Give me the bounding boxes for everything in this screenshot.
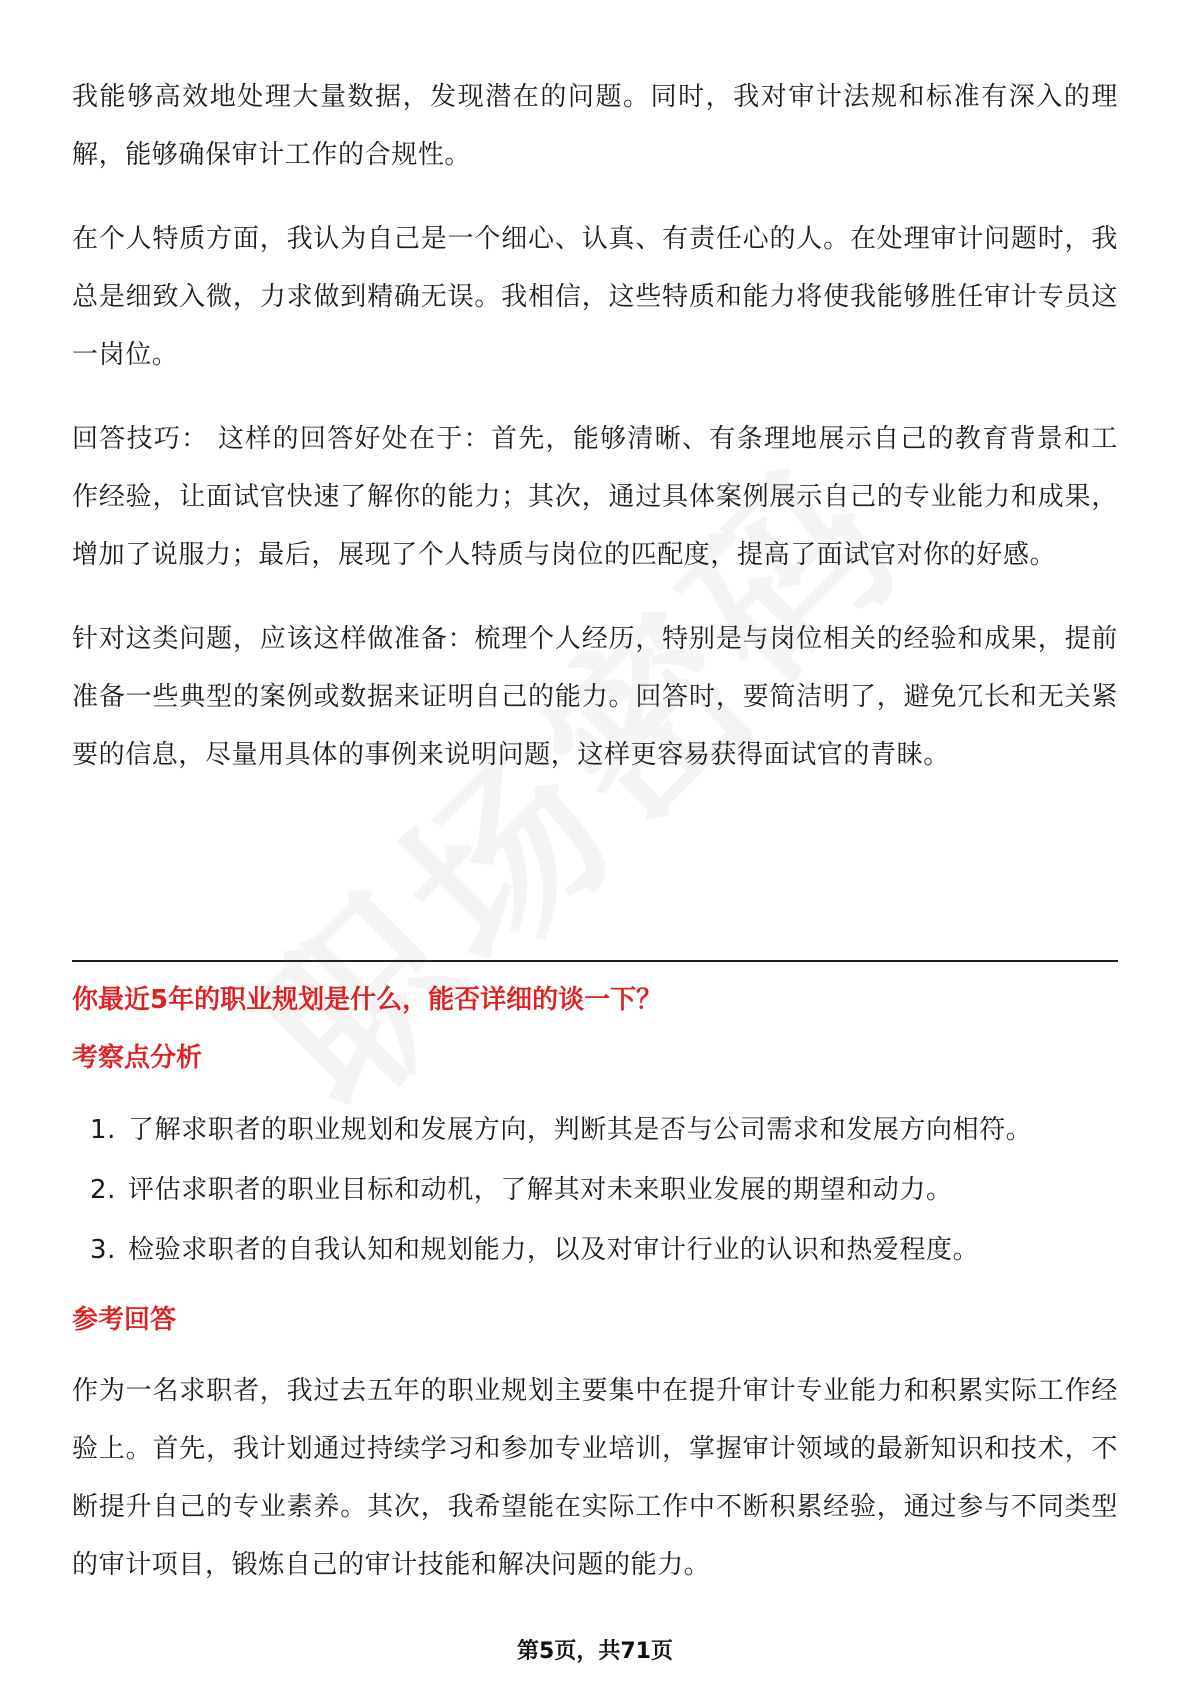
page-body (72, 68, 1118, 810)
paragraph: 回答技巧： 这样的回答好处在于：首先，能够清晰、有条理地展示自己的教育背景和工作经验，让面试官快速了解你的能力；其次，通过具体案例展示自己的专业能力和成果，增加了说服力；最后，展现了个人特质与岗位的匹配度，提高了面试官对你的好感。 (72, 424, 1118, 570)
analysis-list (72, 1100, 1118, 1280)
list-item (72, 1220, 1118, 1280)
list-number: 1. (90, 1115, 117, 1145)
list-number: 3. (90, 1235, 117, 1265)
list-item (72, 1100, 1118, 1160)
section-divider (72, 960, 1118, 962)
question-title: 你最近5年的职业规划是什么，能否详细的谈一下？ (72, 985, 663, 1015)
list-item (72, 1160, 1118, 1220)
answer-heading: 参考回答 (72, 1305, 177, 1335)
list-number: 2. (90, 1175, 117, 1205)
page-number: 第5页，共71页 (517, 1639, 673, 1664)
list-text: 检验求职者的自我认知和规划能力，以及对审计行业的认识和热爱程度。 (128, 1235, 980, 1265)
list-text: 了解求职者的职业规划和发展方向，判断其是否与公司需求和发展方向相符。 (128, 1115, 1033, 1145)
list-text: 评估求职者的职业目标和动机，了解其对未来职业发展的期望和动力。 (128, 1175, 953, 1205)
answer-paragraph: 作为一名求职者，我过去五年的职业规划主要集中在提升审计专业能力和积累实际工作经验上。首先，我计划通过持续学习和参加专业培训，掌握审计领域的最新知识和技术，不断提升自己的专业素养。其次，我希望能在实际工作中不断积累经验，通过参与不同类型的审计项目，锻炼自己的审计技能和解决问题的能力。 (72, 1376, 1118, 1580)
paragraph: 在个人特质方面，我认为自己是一个细心、认真、有责任心的人。在处理审计问题时，我总是细致入微，力求做到精确无误。我相信，这些特质和能力将使我能够胜任审计专员这一岗位。 (72, 224, 1118, 370)
paragraph: 针对这类问题，应该这样做准备：梳理个人经历，特别是与岗位相关的经验和成果，提前准备一些典型的案例或数据来证明自己的能力。回答时，要简洁明了，避免冗长和无关紧要的信息，尽量用具体的事例来说明问题，这样更容易获得面试官的青睐。 (72, 624, 1118, 770)
paragraph: 我能够高效地处理大量数据，发现潜在的问题。同时，我对审计法规和标准有深入的理解，能够确保审计工作的合规性。 (72, 82, 1118, 170)
analysis-heading: 考察点分析 (72, 1043, 203, 1073)
question-section (72, 980, 1118, 1594)
